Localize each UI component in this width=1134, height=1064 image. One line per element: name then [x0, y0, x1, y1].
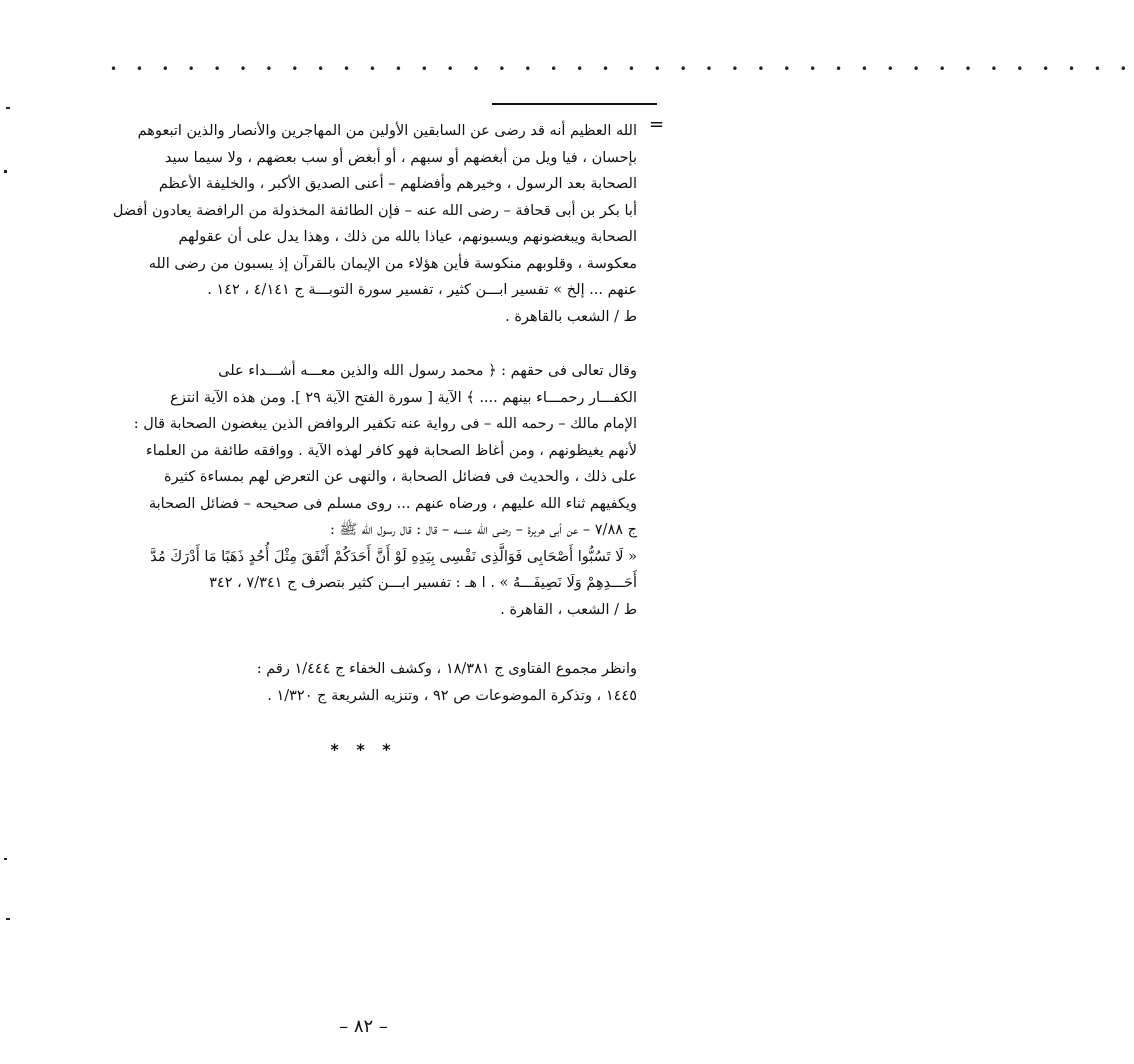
text-line: معكوسة ، وقلوبهم منكوسة فأين هؤلاء من الإيمان بالقرآن إذ يسبون من رضى الله: [148, 255, 637, 272]
text-line: الكفـــار رحمـــاء بينهم .... ﴾ الآية [ سورة الفتح الآية ٢٩ ]. ومن هذه الآية انتزع: [170, 389, 637, 406]
paragraph-3: [110, 656, 637, 709]
text-line: ج ٧/٨٨ – عن أبى هريرة – رضى الله عنـــه – قال : قال رسول الله ﷺ :: [330, 522, 637, 538]
scan-mark: [4, 858, 7, 860]
text-line: لأنهم يغيظونهم ، ومن أغاظ الصحابة فهو كافر لهذه الآية . ووافقه طائفة من العلماء: [145, 442, 637, 459]
hadith-line: « لَا تَسُبُّوا أَصْحَابِى فَوَالَّذِى نَفْسِى بِيَدِهِ لَوْ أَنَّ أَحَدَكُمْ أَنْفَقَ مِثْلَ أُحُدٍ ذَهَبًا مَا أَدْرَكَ مُدَّ: [150, 548, 637, 565]
scan-mark: [4, 170, 7, 173]
section-separator: * * *: [330, 740, 397, 759]
page-number: – ٨٢ –: [339, 1016, 388, 1037]
text-line: بإحسان ، فيا ويل من أبغضهم أو سبهم ، أو أبغض أو سب بعضهم ، ولا سيما سيد: [164, 149, 637, 166]
scan-mark: [6, 918, 10, 920]
text-line: عنهم ... إلخ » تفسير ابـــن كثير ، تفسير سورة التوبـــة ج ٤/١٤١ ، ١٤٢ .: [207, 282, 637, 298]
paragraph-2: [110, 358, 637, 623]
text-line: ويكفيهم ثناء الله عليهم ، ورضاه عنهم ... روى مسلم فى صحيحه – فضائل الصحابة: [148, 495, 637, 512]
text-line: الصحابة ويبغضونهم ويسبونهم، عياذا بالله من ذلك ، وهذا يدل على أن عقولهم: [178, 229, 637, 245]
text-line: الله العظيم أنه قد رضى عن السابقين الأولين من المهاجرين والأنصار والذين اتبعوهم: [137, 123, 637, 139]
text-line: وقال تعالى فى حقهم : ﴿ محمد رسول الله والذين معـــه أشـــداء على: [218, 363, 637, 379]
text-line: على ذلك ، والحديث فى فضائل الصحابة ، والنهى عن التعرض لهم بمساءة كثيرة: [164, 469, 637, 485]
paragraph-1: [110, 118, 637, 330]
header-dotted-rule: • • • • • • • • • • • • • • • • • • • • • • • • • • • • • • • • • • • • • • • •: [110, 62, 1134, 76]
text-line: أبا بكر بن أبى قحافة – رضى الله عنه – فإن الطائفة المخذولة من الرافضة يعادون أفضل: [112, 202, 637, 219]
continuation-mark: =: [649, 114, 665, 135]
text-line: ط / الشعب بالقاهرة .: [505, 308, 637, 325]
footnote-rule: [492, 103, 657, 105]
text-line: الصحابة بعد الرسول ، وخيرهم وأفضلهم – أعنى الصديق الأكبر ، والخليفة الأعظم: [158, 176, 637, 192]
text-line: ١٤٤٥ ، وتذكرة الموضوعات ص ٩٢ ، وتنزيه الشريعة ج ١/٣٢٠ .: [267, 687, 637, 704]
text-line: وانظر مجموع الفتاوى ج ١٨/٣٨١ ، وكشف الخفاء ج ١/٤٤٤ رقم :: [256, 661, 637, 677]
hadith-line: أَحَـــدِهِمْ وَلَا نَصِيفَـــهُ » . ا هـ : تفسير ابـــن كثير بتصرف ج ٧/٣٤١ ، ٣٤٢: [209, 575, 637, 591]
scan-mark: [6, 107, 10, 109]
text-line: الإمام مالك – رحمه الله – فى رواية عنه تكفير الروافض الذين يبغضون الصحابة قال :: [133, 416, 637, 432]
text-line: ط / الشعب ، القاهرة .: [500, 601, 637, 618]
